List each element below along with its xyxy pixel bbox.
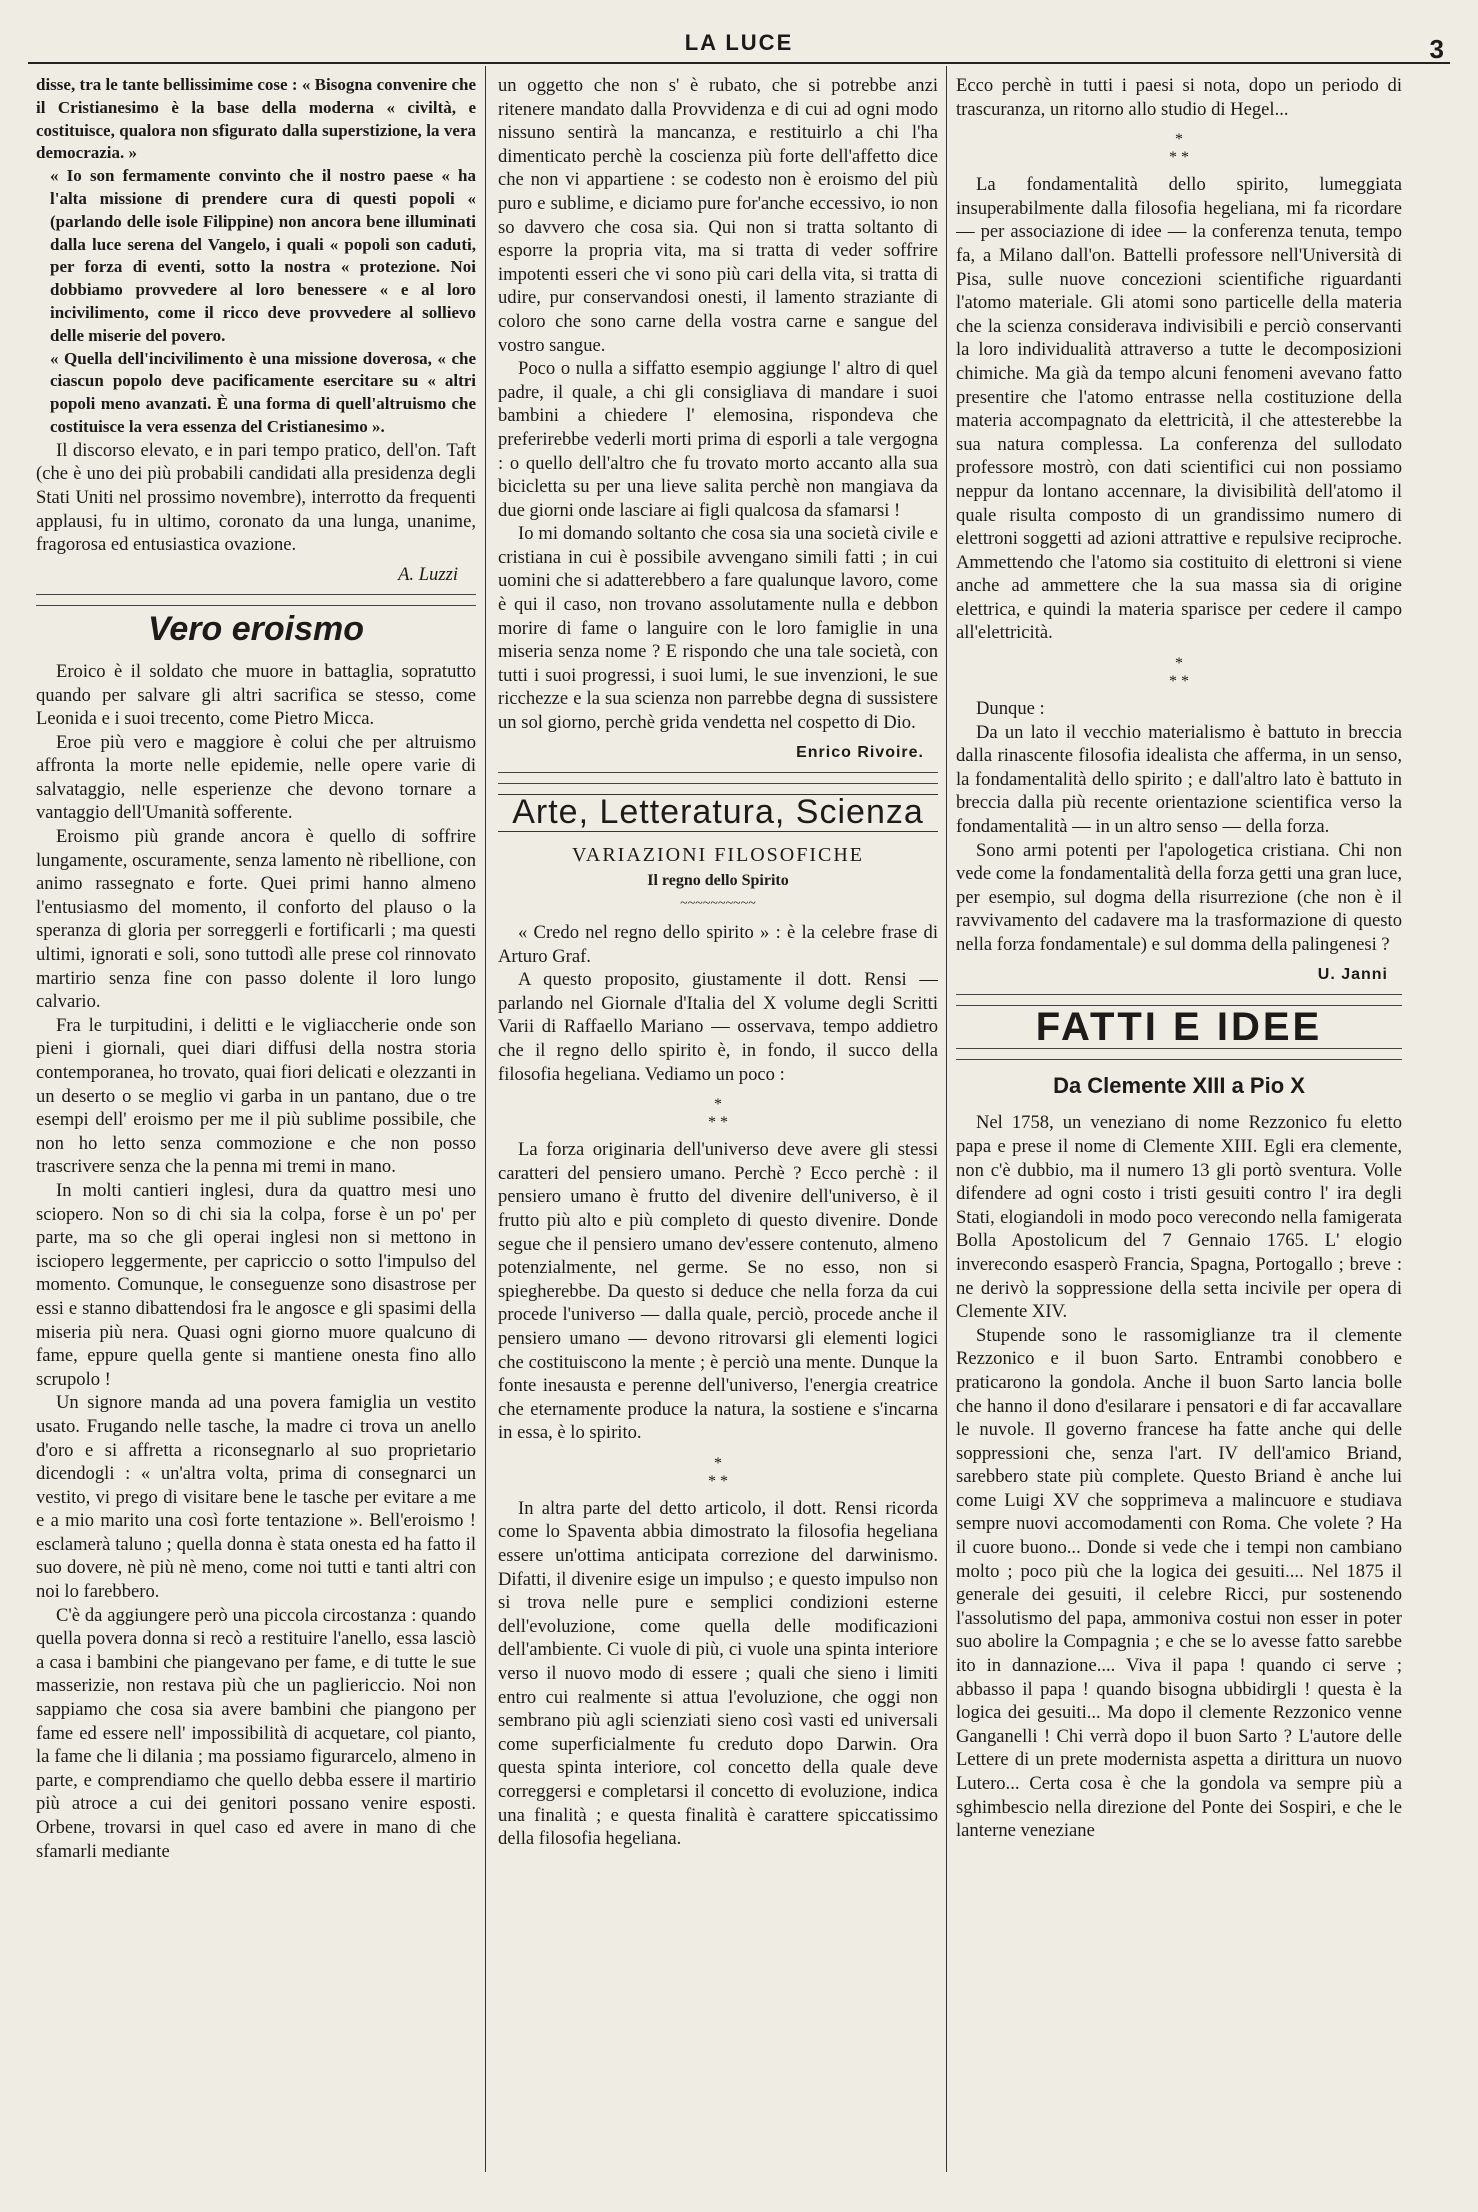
asterism: * * *: [1169, 655, 1189, 691]
quote-paragraph: disse, tra le tante bellissimime cose : « Bisogna convenire che il Cristianesimo è la base della moderna « civiltà, e costituisce, qualora non sfigurato dalla superstizione, la vera democrazia. »: [36, 75, 476, 163]
column-1: [36, 74, 476, 2178]
paragraph: Fra le turpitudini, i delitti e le vigliaccherie onde son pieni i giornali, quei diari diffusi della nostra storia contemporanea, ho trovato, quai fiori delicati e olezzanti in un deserto o se meglio vi garba in un pantano, due o tre esempi dell' eroismo per me il più sublime possibile, che non ho letto senza commozione e che non posso trascrivere senza che la penna mi tremi in mano.: [36, 1014, 476, 1178]
paragraph: Ecco perchè in tutti i paesi si nota, dopo un periodo di trascuranza, un ritorno allo studio di Hegel...: [956, 75, 1402, 120]
column-rule-1: [485, 66, 486, 2172]
paragraph: La fondamentalità dello spirito, lumeggiata insuperabilmente dalla filosofia hegeliana, mi fa ricordare — per associazione di idee — la conferenza tenuta, tempo fa, a Milano dall'on. Battelli professore nell'Università di Pisa, sulle nuove concezioni scientifiche riguardanti l'atomo materiale. Gli atomi sono particelle della materia che la scienza considerava indivisibili e perciò conservanti la loro individualità attraverso a tutte le decomposizioni chimiche. Ma già da tempo alcuni fenomeni avevano fatto presentire che l'atomo entrasse nella costituzione della materia accompagnato da elettricità, il che attesterebbe la sua natura complessa. La conferenza del sullodato professore mostrò, con dati scientifici cui non possiamo neppur da lontano accennare, la divisibilità dell'atomo il quale risulta composto di un grandissimo numero di elettroni soggetti ad azioni attrattive e repulsive reciproche. Ammettendo che l'atomo sia costituito di elettroni si viene anche ad ammettere che la sua massa sia di origine elettrica, e quindi la materia sparisce per cedere il campo all'elettricità.: [956, 174, 1402, 644]
column-2: [498, 74, 938, 2178]
paragraph: In molti cantieri inglesi, dura da quattro mesi uno sciopero. Non so di chi sia la colpa, forse è un po' per parte, ma so che gli operai inglesi non si mettono in isciopero leggermente, per capriccio o sotto l'impulso del momento. Comunque, le conseguenze sono disastrose per essi e stanno dibattendosi fra le angosce e gli spasimi della miseria più nera. Quasi ogni giorno muore qualcuno di fame, eppure quella gente si mantiene onesta fino allo scrupolo !: [36, 1179, 476, 1390]
quote-paragraph: « Quella dell'incivilimento è una missione doverosa, « che ciascun popolo deve pacificamente esercitare su « altri popoli meno avanzati. È una forma di quell'altruismo che costituisce la vera essenza del Cristianesimo ».: [50, 348, 476, 436]
paragraph: Da un lato il vecchio materialismo è battuto in breccia dalla rinascente filosofia idealista che afferma, in un senso, la fondamentalità dello spirito ; e dall'altro lato è battuto in breccia dalla più recente orientazione scientifica verso la fondamentalità — in un altro senso — della forza.: [956, 721, 1402, 838]
separator-wavy: [498, 772, 938, 784]
paragraph: C'è da aggiungere però una piccola circostanza : quando quella povera donna si recò a restituire l'anello, essa lasciò a casa i bambini che piangevano per fame, e di tutte le sue masserizie, non restava più che un pagliericcio. Noi non sappiamo che cosa sia avere bambini che piangono per fame ed essere nell' impossibilità di acquetare, col pianto, la fame che li dilania ; ma possiamo figurarcelo, almeno in parte, e comprendiamo che quello debba essere il martirio più atroce a cui dei genitori possano venire esposti. Orbene, trovarsi in quel caso ed avere in mano di che sfamarli mediante: [36, 1604, 476, 1862]
asterism: * * *: [708, 1454, 728, 1490]
paragraph: Nel 1758, un veneziano di nome Rezzonico fu eletto papa e prese il nome di Clemente XIII. Egli era clemente, non c'è dubbio, ma il numero 13 gli portò sventura. Volle difendere ad ogni costo i tristi gesuiti contro l' ira degli Stati, elogiandoli in modo poco verecondo nella famigerata Bolla Apostolicum del 7 Gennaio 1765. L' elogio inverecondo esasperò Francia, Spagna, Portogallo ; breve : ne derivò la soppressione della setta incivile per opera di Clemente XIV.: [956, 1112, 1402, 1323]
asterism: * * *: [1169, 131, 1189, 167]
paragraph: In altra parte del detto articolo, il dott. Rensi ricorda come lo Spaventa abbia dimostrato la filosofia hegeliana essere un'ottima anticipata correzione del darwinismo. Difatti, il divenire esige un impulso ; e questo impulso non si trova nelle pure e semplici condizioni esterne dell'evoluzione, come quella delle modificazioni dell'ambiente. Ci vuole di più, ci vuole una spinta interiore verso il nuovo modo di essere ; quali che sieno i limiti entro cui realmente si attua l'evoluzione, che oggi non sembrano più agli scienziati sieno così vasti ed universali come superficialmente fu creduto dopo Darwin. Ora questa spinta interiore, col concetto della quale deve correggersi e completarsi il concetto di evoluzione, indica una finalità ; e questa finalità è carattere spiccatissimo della filosofia hegeliana.: [498, 1497, 938, 1850]
column-3: [956, 74, 1402, 2178]
separator-wavy: [36, 594, 476, 606]
signature-luzzi: A. Luzzi: [398, 563, 458, 585]
paragraph: Sono armi potenti per l'apologetica cristiana. Chi non vede come la fondamentalità della forza getti una gran luce, per esempio, sul dogma della risurrezione (che non è il ravvivamento del cadavere ma la trasformazione di questo nella forza fondamentale) e sul domma della palingenesi ?: [956, 839, 1402, 955]
paragraph: Eroico è il soldato che muore in battaglia, sopratutto quando per salvare gli altri sacrifica se stesso, come Leonida e i suoi trecento, come Pietro Micca.: [36, 660, 476, 730]
paragraph: Eroismo più grande ancora è quello di soffrire lungamente, oscuramente, senza lamento nè ribellione, con animo rassegnato e forte. Quei primi hanno almeno l'entusiasmo del momento, il conforto del plauso o la speranza di gloria per sorreggerli e fortificarli ; ma questi ultimi, ignorati e soli, sono tuttodì alle prese col rinnovato martirio senza fine con passo dolente il loro lungo calvario.: [36, 826, 476, 1013]
paragraph: A questo proposito, giustamente il dott. Rensi — parlando nel Giornale d'Italia del X volume degli Scritti Varii di Raffaello Mariano — osservava, tempo addietro che il regno dello spirito è, in fondo, il succo della filosofia hegeliana. Vediamo un poco :: [498, 969, 938, 1085]
paragraph: Poco o nulla a siffatto esempio aggiunge l' altro di quel padre, il quale, a chi gli consigliava di mandare i suoi bambini a chiedere l' elemosina, rispondeva che preferirebbe vederli morti prima di esporli a tale vergogna : o quello dell'altro che fu trovato morto accanto alla sua bicicletta su per una lieve salita perchè non mangiava da due giorni onde lasciare ai figli qualcosa da sfamarsi !: [498, 358, 938, 521]
signature-janni: U. Janni: [1317, 965, 1388, 983]
quote-paragraph: « Io son fermamente convinto che il nostro paese « ha l'alta missione di prendere cura di questi popoli « (parlando delle isole Filippine) non ancora bene illuminati dalla luce serena del Vangelo, i quali « popoli son caduti, per forza di eventi, sotto la nostra « protezione. Noi dobbiamo provvedere al loro benessere « e al loro incivilimento, come il ricco deve provvedere al sollievo delle miserie del povero.: [50, 166, 476, 345]
subhead-variazioni: VARIAZIONI FILOSOFICHE: [572, 843, 864, 866]
paragraph: Eroe più vero e maggiore è colui che per altruismo affronta la morte nelle epidemie, nelle opere varie di salvataggio, nelle esperienze che devono tornare a vantaggio dell'Umanità sofferente.: [36, 731, 476, 824]
column-rule-2: [946, 66, 947, 2172]
section-title-vero-eroismo: Vero eroismo: [147, 610, 365, 649]
asterism: * * *: [708, 1096, 728, 1132]
subhead-regno: Il regno dello Spirito: [647, 872, 789, 890]
paragraph: « Credo nel regno dello spirito » : è la celebre frase di Arturo Graf.: [498, 922, 938, 967]
header-rule: [28, 62, 1450, 64]
section-title-fatti-idee: FATTI E IDEE: [1035, 1005, 1323, 1050]
paragraph: un oggetto che non s' è rubato, che si potrebbe anzi ritenere mandato dalla Provvidenza e di cui ad ogni modo nissuno sentirà la mancanza, e restituirlo a chi l'ha dimenticato perchè la coscienza più forte dell'affetto dice che non vi appartiene : se codesto non è eroismo del più puro e sublime, e diciamo pure for'anche eccessivo, io non so davvero che cosa sia. Qui non si tratta soltanto di esporre la propria vita, ma si tratta di veder soffrire impotenti esseri che vi sono più cari della vita, si tratta di udire, pur conservandosi onesti, il lamento straziante di coloro che sono carne della vostra carne e sangue del vostro sangue.: [498, 75, 938, 356]
section-title-arte: Arte, Letteratura, Scienza: [498, 794, 938, 832]
page-number: 3: [1429, 34, 1444, 64]
taft-quote: [36, 74, 476, 439]
separator-wavy: [956, 1048, 1402, 1060]
paragraph: Un signore manda ad una povera famiglia un vestito usato. Frugando nelle tasche, la madre ci trova un anello d'oro e si affretta a riconsegnarlo al suo proprietario dicendogli : « un'altra volta, prima di consegnarci un vestito, vi prego di visitare bene le tasche per evitare a me e a mio marito una così forte tentazione ». Bell'eroismo ! esclamerà taluno ; quella donna è stata onesta ed ha fatto il suo dovere, nè più nè meno, come noi tutti e tanti altri con noi lo farebbero.: [36, 1392, 476, 1603]
signature-rivoire: Enrico Rivoire.: [796, 743, 924, 761]
running-title: LA LUCE: [684, 30, 794, 55]
paragraph: La forza originaria dell'universo deve avere gli stessi caratteri del pensiero umano. Perchè ? Ecco perchè : il pensiero umano è frutto del divenire dell'universo, è il frutto più alto e più completo di questo divenire. Donde segue che il pensiero umano dev'essere contenuto, almeno potenzialmente, nel germe. Se no esso, non si spiegherebbe. Da questo si deduce che nella forza da cui procede l'universo — dalla quale, perciò, procede anche il pensiero umano — devono ritrovarsi gli elementi logici che costituiscono la mente ; è perciò una mente. Dunque la fonte inesausta e perenne dell'universo, l'energia creatrice che eternamente produce la natura, la sostiene e s'incarna in essa, è lo spirito.: [498, 1139, 938, 1444]
tilde-ornament: ~~~~~~~~~~: [680, 896, 756, 911]
paragraph: Io mi domando soltanto che cosa sia una società civile e cristiana in cui è possibile avvengano simili fatti ; in cui uomini che si adatterebbero a fare qualunque lavoro, come è qui il caso, non trovano assolutamente nulla e debbon morire di fame o languire con le loro famiglie in una miseria senza nome ? E rispondo che una tale società, con tutti i suoi progressi, i suoi lumi, le sue invenzioni, le sue ricchezze e la sua scienza non parrebbe degna di sussistere un sol giorno, perchè grida vendetta nel cospetto di Dio.: [498, 523, 938, 734]
paragraph: Dunque :: [976, 698, 1045, 720]
paragraph: Il discorso elevato, e in pari tempo pratico, dell'on. Taft (che è uno dei più probabili candidati alla presidenza degli Stati Uniti nel prossimo novembre), interrotto da frequenti applausi, fu in ultimo, coronato da una lunga, unanime, fragorosa ed entusiastica ovazione.: [36, 439, 476, 556]
page-header: [0, 0, 1478, 70]
paragraph: Stupende sono le rassomiglianze tra il clemente Rezzonico e il buon Sarto. Entrambi conobbero e praticarono la gondola. Anche il buon Sarto lancia bolle che hanno il dono d'esilarare i pensatori e di far accavallare le nuvole. Il governo francese ha fatte anche qui delle soppressioni che, senza l'art. IV dell'amico Briand, sarebbero state più complete. Questo Briand è anche lui come Luigi XV che sopprimeva a malincuore e studiava sempre nuovi accomodamenti con Roma. Che volete ? Ha il cuore buono... Donde si vede che i tempi non cambiano molto ; poco più che la logica dei gesuiti.... Nel 1875 il generale dei gesuiti, il celebre Ricci, pur sostenendo l'assolutismo del papa, ammoniva costui non esser in poter suo abolire la Compagnia ; e che se lo avesse fatto sarebbe ito in dannazione.... Viva il papa ! quando ci serve ; abbasso il papa ! quando bisogna ubbidirgli ! questa è la logica dei gesuiti... Ma dopo il clemente Rezzonico venne Ganganelli ! Chi verrà dopo il buon Sarto ? L'autore delle Lettere di un prete modernista aspetta a dirittura un nuovo Lutero... Certa cosa è che la gondola va sempre più a sghimbescio nella direzione del Ponte dei Sospiri, e che le lanterne veneziane: [956, 1324, 1402, 1842]
article-title-clemente: Da Clemente XIII a Pio X: [1053, 1072, 1305, 1098]
